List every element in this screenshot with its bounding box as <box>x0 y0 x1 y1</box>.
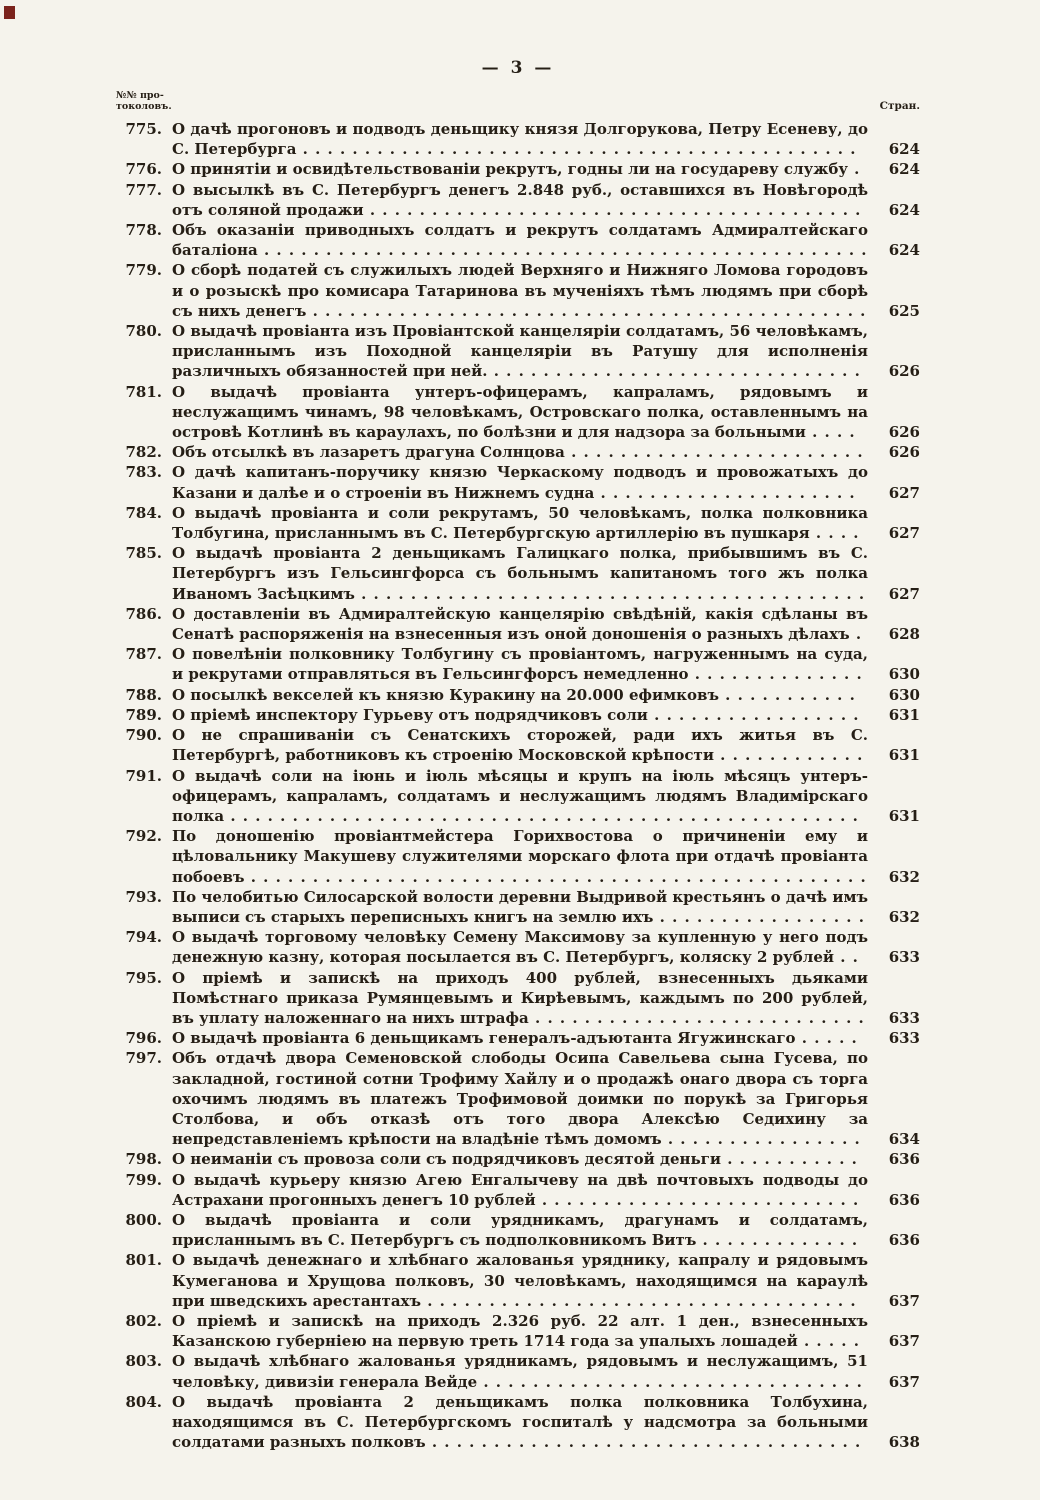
toc-entry <box>116 503 920 543</box>
entry-text: Объ отдачѣ двора Семеновской слободы Осипа Савельева сына Гусева, по закладной, гостиной сотни Трофиму Хайлу и о продажѣ онаго двора съ торга охочимъ людямъ въ платежъ Трофимовой доимки по порукѣ за Григорья Столбова, и объ отказѣ отъ того двора Алексѣю Седихину за непредставленіемъ крѣпости на владѣніе тѣмъ домомъ <box>172 1049 868 1149</box>
toc-entry <box>116 1311 920 1351</box>
entry-text: О выдачѣ провіанта 6 деньщикамъ генералъ-адъютанта Ягужинскаго <box>172 1029 796 1048</box>
entry-number: 792. <box>125 827 162 846</box>
entry-number: 788. <box>125 685 162 704</box>
entry-body <box>172 1250 868 1311</box>
entry-body <box>172 1351 868 1391</box>
entry-number: 781. <box>125 382 162 401</box>
entry-page-number: 624 <box>888 200 920 219</box>
entry-text: О пріемѣ и запискѣ на приходъ 400 рублей, взнесенныхъ дьяками Помѣстнаго приказа Румянцевымъ и Кирѣевымъ, каждымъ по 200 рублей, въ уплату наложеннаго на нихъ штрафа <box>172 968 868 1027</box>
toc-entry <box>116 1250 920 1311</box>
toc-entry <box>116 180 920 220</box>
dot-leader: . . . . . . . . . . . . . . . . . . . . . . . . . . . . . . . . . . . . . . . . . . . . . . . . . . . <box>224 806 859 825</box>
entry-body <box>172 260 868 321</box>
entry-page-number: 627 <box>888 524 920 543</box>
entry-number: 799. <box>125 1170 162 1189</box>
toc-entry <box>116 220 920 260</box>
dot-leader: . . . . . . . . . . . . . . . . . <box>647 705 860 724</box>
entry-page-number: 631 <box>888 746 920 765</box>
dot-leader: . . . . . . . . . . . . . . . . . . . . . . . . . . . . . . . . . . . . . . . . . <box>354 584 866 603</box>
entry-number: 795. <box>125 968 162 987</box>
entry-body <box>172 1149 868 1169</box>
entry-body <box>172 766 868 827</box>
toc-entry <box>116 1392 920 1453</box>
entry-text: О выдачѣ провіанта 2 деньщикамъ Галицкаго полка, прибывшимъ въ С. Петербургъ изъ Гельсингфорса съ больнымъ капитаномъ того жъ полка Иваномъ Засѣцкимъ <box>172 544 868 603</box>
toc-entries <box>116 119 920 1452</box>
toc-entry <box>116 260 920 321</box>
entry-page-number: 637 <box>888 1291 920 1310</box>
dot-leader: . . . . . . . . . . . . . . . . . . . . . . . . . . . . . . . . . . . <box>425 1433 862 1452</box>
entry-body <box>172 220 868 260</box>
toc-entry <box>116 462 920 502</box>
entry-page-number: 625 <box>888 301 920 320</box>
dot-leader: . . . . . . . . . . . . . . . . <box>661 1130 861 1149</box>
entry-text: О выдачѣ торговому человѣку Семену Максимову за купленную у него подъ денежную казну, которая посылается въ С. Петербургъ, коляску 2 рублей <box>172 928 868 967</box>
entry-text: О дачѣ прогоновъ и подводъ деньщику князя Долгорукова, Петру Есеневу, до С. Петербурга <box>172 120 868 159</box>
toc-entry <box>116 119 920 159</box>
entry-text: О выдачѣ провіанта и соли рекрутамъ, 50 человѣкамъ, полка полковника Толбугина, присланнымъ въ С. Петербургскую артиллерію въ пушкаря <box>172 503 868 543</box>
entry-page-number: 636 <box>888 1190 920 1209</box>
dot-leader: . . . . . <box>797 1332 860 1351</box>
entry-page-number: 624 <box>888 140 920 159</box>
entry-number: 777. <box>125 180 162 199</box>
entry-number: 779. <box>125 261 162 280</box>
entry-page-number: 633 <box>888 1008 920 1027</box>
entry-body <box>172 503 868 543</box>
entry-number: 787. <box>125 645 162 664</box>
entry-number: 776. <box>125 160 162 179</box>
dot-leader: . . . . <box>805 423 856 442</box>
entry-body <box>172 180 868 220</box>
toc-entry <box>116 543 920 604</box>
entry-body <box>172 1170 868 1210</box>
entry-text: О выдачѣ провіанта 2 деньщикамъ полка полковника Толбухина, находящимся въ С. Петербургскомъ госпиталѣ у надсмотра за больными солдатами разныхъ полковъ <box>172 1392 868 1452</box>
toc-entry <box>116 968 920 1029</box>
dot-leader: . . . . . . . . . . . . . . . . . . . . . . . . . . . <box>528 1008 865 1027</box>
toc-entry <box>116 1149 920 1169</box>
toc-entry <box>116 321 920 382</box>
entry-number: 800. <box>125 1210 162 1229</box>
entry-body <box>172 725 868 765</box>
dot-leader: . <box>849 625 863 644</box>
entry-number: 784. <box>125 503 162 522</box>
toc-entry <box>116 382 920 443</box>
entry-body <box>172 1392 868 1453</box>
entry-text: О пріемѣ и запискѣ на приходъ 2.326 руб. 22 алт. 1 ден., взнесенныхъ Казанскою губерніею на первую треть 1714 года за упалыхъ лошадей <box>172 1311 868 1351</box>
entry-body <box>172 382 868 443</box>
dot-leader: . . . . . . . . . . . . . . . . . . . . . . . . <box>564 443 864 462</box>
entry-page-number: 628 <box>888 625 920 644</box>
entry-text: По доношенію провіантмейстера Горихвостова о причиненіи ему и цѣловальнику Макушеву служителями морскаго флота при отдачѣ провіанта побоевъ <box>172 827 868 886</box>
entry-number: 797. <box>125 1049 162 1068</box>
entry-text: О выдачѣ соли на іюнь и іюль мѣсяцы и крупъ на іюль мѣсяцъ унтеръ-офицерамъ, капраламъ, солдатамъ и неслужащимъ людямъ Владимірскаго полка <box>172 766 868 825</box>
dot-leader: . . . . . . . . . . . . . . . . . . . . . . . . . . . . . . . . . . . . . . . . . . . . . . . . . <box>257 241 868 260</box>
dot-leader: . . . . . . . . . . . . . . . . . . . . . . . . . . . . . . . . . . . . . . . . . . . . . <box>306 301 867 320</box>
entry-number: 790. <box>125 726 162 745</box>
toc-entry <box>116 1351 920 1391</box>
entry-text: О не спрашиваніи съ Сенатскихъ сторожей, ради ихъ житья въ С. Петербургѣ, работниковъ къ строенію Московской крѣпости <box>172 726 868 765</box>
entry-number: 802. <box>125 1311 162 1330</box>
entry-page-number: 626 <box>888 362 920 381</box>
entry-number: 782. <box>125 443 162 462</box>
entry-text: О повелѣніи полковнику Толбугину съ провіантомъ, нагруженнымъ на суда, и рекрутами отправляться въ Гельсингфорсъ немедленно <box>172 645 868 684</box>
dot-leader: . . . . . . . . . . . . . . . . . <box>653 907 865 926</box>
entry-number: 803. <box>125 1352 162 1371</box>
entry-body <box>172 968 868 1029</box>
toc-entry <box>116 685 920 705</box>
entry-number: 804. <box>125 1392 162 1411</box>
entry-number: 778. <box>125 221 162 240</box>
entry-number: 775. <box>125 120 162 138</box>
page-number-header: — 3 — <box>481 58 555 78</box>
entry-text: О выдачѣ хлѣбнаго жалованья урядникамъ, рядовымъ и неслужащимъ, 51 человѣку, дивизіи генерала Вейде <box>172 1352 868 1391</box>
toc-entry <box>116 927 920 967</box>
entry-text: Объ оказаніи приводныхъ солдатъ и рекрутъ солдатамъ Адмиралтейскаго баталіона <box>172 221 868 260</box>
entry-text: О посылкѣ векселей къ князю Куракину на 20.000 ефимковъ <box>172 685 719 704</box>
entry-page-number: 632 <box>888 867 920 886</box>
entry-text: О выдачѣ денежнаго и хлѣбнаго жалованья уряднику, капралу и рядовымъ Кумеганова и Хрущова полковъ, 30 человѣкамъ, находящимся на караулѣ при шведскихъ арестантахъ <box>172 1251 868 1310</box>
entry-number: 801. <box>125 1251 162 1270</box>
entry-text: О пріемѣ инспектору Гурьеву отъ подрядчиковъ соли <box>172 705 648 724</box>
dot-leader: . . . . . . . . . . . . . . . . . . . . . . . . . . . . . . . . . . . . . . . . . . . . . <box>296 140 857 159</box>
toc-entry <box>116 1028 920 1048</box>
entry-body <box>172 826 868 887</box>
entry-body <box>172 927 868 967</box>
entry-text: По челобитью Силосарской волости деревни Выдривой крестьянъ о дачѣ имъ выписи съ старыхъ переписныхъ книгъ на землю ихъ <box>172 887 868 926</box>
entry-body <box>172 604 868 644</box>
entry-body <box>172 321 868 382</box>
dot-leader: . . . . . . . . . . . . . . . . . . . . . . . . . . . . . . . <box>477 1372 863 1391</box>
dot-leader: . . . . <box>809 524 860 543</box>
entry-body <box>172 159 868 179</box>
dot-leader: . . . . . . . . . . . . . . . . . . . . . . . . . . . . . . . . . . . . . . . . . . . . . . . . . . <box>244 867 867 886</box>
entry-body <box>172 442 868 462</box>
toc-entry <box>116 766 920 827</box>
toc-entry <box>116 705 920 725</box>
protocol-header-line-1: №№ про- <box>116 90 164 101</box>
entry-page-number: 637 <box>888 1332 920 1351</box>
entry-text: О неиманіи съ провоза соли съ подрядчиковъ десятой деньги <box>172 1150 721 1169</box>
entry-page-number: 631 <box>888 705 920 724</box>
scan-artifact <box>4 6 15 19</box>
entry-page-number: 636 <box>888 1231 920 1250</box>
protocol-number-column-header <box>116 90 172 112</box>
entry-number: 780. <box>125 322 162 341</box>
entry-page-number: 637 <box>888 1372 920 1391</box>
dot-leader: . . . . . . . . . . . . . <box>696 1231 859 1250</box>
toc-entry <box>116 1210 920 1250</box>
entry-number: 791. <box>125 766 162 785</box>
dot-leader: . . . . . . . . . . . <box>720 1150 858 1169</box>
entry-number: 798. <box>125 1150 162 1169</box>
dot-leader: . . . . . . . . . . . . <box>713 746 864 765</box>
entry-body <box>172 1028 868 1048</box>
entry-text: О сборѣ податей съ служилыхъ людей Верхняго и Нижняго Ломова городовъ и о розыскѣ про комисара Татаринова въ мученіяхъ тѣмъ людямъ при сборѣ съ нихъ денегъ <box>172 261 868 320</box>
column-headers <box>116 90 920 112</box>
entry-text: О высылкѣ въ С. Петербургъ денегъ 2.848 руб., оставшихся въ Новѣгородѣ отъ соляной продажи <box>172 180 868 219</box>
entry-body <box>172 887 868 927</box>
entry-page-number: 626 <box>888 443 920 462</box>
page-column-header: Стран. <box>879 100 920 112</box>
entry-page-number: 624 <box>888 160 920 179</box>
entry-page-number: 632 <box>888 907 920 926</box>
entry-text: О выдачѣ провіанта изъ Провіантской канцеляріи солдатамъ, 56 человѣкамъ, присланнымъ изъ Походной канцеляріи въ Ратушу для исполненія различныхъ обязанностей при ней. <box>172 322 868 381</box>
entry-body <box>172 1048 868 1149</box>
dot-leader: . . . . . . . . . . . . . . . . . . . . . <box>594 483 856 502</box>
entry-text: О принятіи и освидѣтельствованіи рекрутъ, годны ли на государеву службу <box>172 160 848 179</box>
toc-entry <box>116 725 920 765</box>
entry-body <box>172 705 868 725</box>
dot-leader: . . . . . <box>795 1029 858 1048</box>
entry-page-number: 638 <box>888 1433 920 1452</box>
entry-page-number: 631 <box>888 806 920 825</box>
dot-leader: . <box>847 160 861 179</box>
toc-entry <box>116 1048 920 1149</box>
entry-body <box>172 685 868 705</box>
entry-page-number: 634 <box>888 1130 920 1149</box>
entry-body <box>172 462 868 502</box>
entry-number: 783. <box>125 463 162 482</box>
toc-entry <box>116 644 920 684</box>
dot-leader: . . . . . . . . . . . . . . . . . . . . . . . . . . . . . . . . . . . . . . . . <box>363 200 862 219</box>
entry-number: 794. <box>125 928 162 947</box>
toc-entry <box>116 159 920 179</box>
entry-body <box>172 644 868 684</box>
entry-page-number: 627 <box>888 483 920 502</box>
protocol-header-line-2: токоловъ. <box>116 101 172 112</box>
entry-text: О выдачѣ провіанта унтеръ-офицерамъ, капраламъ, рядовымъ и неслужащимъ чинамъ, 98 человѣкамъ, Островскаго полка, оставленнымъ на островѣ Котлинѣ въ караулахъ, по болѣзни и для надзора за больными <box>172 382 868 442</box>
entry-number: 789. <box>125 705 162 724</box>
entry-page-number: 630 <box>888 685 920 704</box>
entry-number: 796. <box>125 1029 162 1048</box>
entry-number: 786. <box>125 604 162 623</box>
toc-entry <box>116 826 920 887</box>
entry-text: О дачѣ капитанъ-поручику князю Черкаскому подводъ и провожатыхъ до Казани и далѣе и о строеніи въ Нижнемъ судна <box>172 463 868 502</box>
entry-text: О доставленіи въ Адмиралтейскую канцелярію свѣдѣній, какія сдѣланы въ Сенатѣ распоряженія на взнесенныя изъ оной доношенія о разныхъ дѣлахъ <box>172 604 868 644</box>
entry-text: О выдачѣ провіанта и соли урядникамъ, драгунамъ и солдатамъ, присланнымъ въ С. Петербургъ съ подполковникомъ Витъ <box>172 1210 868 1250</box>
toc-entry <box>116 1170 920 1210</box>
entry-page-number: 630 <box>888 665 920 684</box>
entry-number: 785. <box>125 544 162 563</box>
dot-leader: . . <box>834 948 859 967</box>
toc-entry <box>116 604 920 644</box>
dot-leader: . . . . . . . . . . . . . . . . . . . . . . . . . . . . . . . . . . . <box>421 1291 857 1310</box>
entry-page-number: 633 <box>888 948 920 967</box>
entry-body <box>172 1311 868 1351</box>
entry-number: 793. <box>125 887 162 906</box>
entry-text: Объ отсылкѣ въ лазаретъ драгуна Солнцова <box>172 443 565 462</box>
toc-entry <box>116 442 920 462</box>
entry-page-number: 626 <box>888 423 920 442</box>
toc-entry <box>116 887 920 927</box>
entry-text: О выдачѣ курьеру князю Агею Енгалычеву на двѣ почтовыхъ подводы до Астрахани прогонныхъ денегъ 10 рублей <box>172 1170 868 1209</box>
entry-page-number: 624 <box>888 241 920 260</box>
dot-leader: . . . . . . . . . . . . . . <box>688 665 863 684</box>
dot-leader: . . . . . . . . . . . . . . . . . . . . . . . . . . <box>535 1190 860 1209</box>
entry-body <box>172 119 868 159</box>
entry-page-number: 636 <box>888 1150 920 1169</box>
entry-page-number: 633 <box>888 1029 920 1048</box>
dot-leader: . . . . . . . . . . . <box>718 685 856 704</box>
entry-body <box>172 543 868 604</box>
entry-page-number: 627 <box>888 584 920 603</box>
dot-leader: . . . . . . . . . . . . . . . . . . . . . . . . . . . . . . <box>487 362 861 381</box>
entry-body <box>172 1210 868 1250</box>
